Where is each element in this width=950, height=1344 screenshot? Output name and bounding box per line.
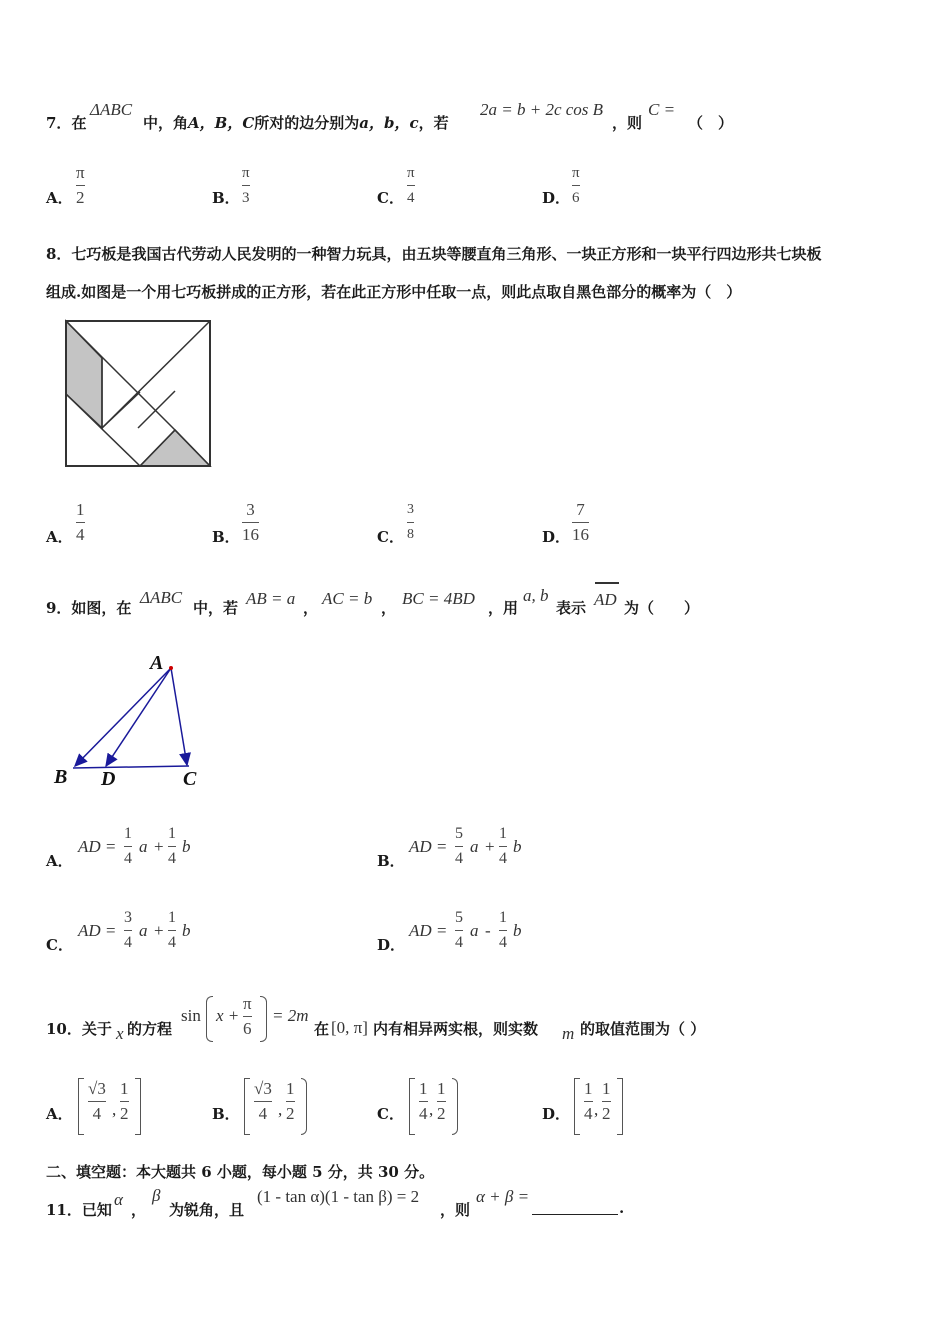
q9-option-3-coef-b: 1 4 [499, 909, 507, 951]
q9-option-2-vec-b: b [182, 921, 191, 940]
q10-option-2-label[interactable]: C． [377, 1105, 404, 1123]
q7-option-3-label[interactable]: D． [542, 189, 571, 207]
q7-option-1-fraction: π 3 [242, 165, 250, 206]
q10-option-3-comma: , [594, 1100, 599, 1119]
q7-option-1-label[interactable]: B． [212, 189, 240, 207]
q9-option-1-coef-b: 1 4 [499, 825, 507, 867]
q9-option-0-coef-b: 1 4 [168, 825, 176, 867]
q9-option-1-vec-a: a [470, 837, 479, 856]
q10-option-2-left-bracket [409, 1078, 415, 1135]
q9-option-3-coef-a: 5 4 [455, 909, 463, 951]
q8-option-2-label[interactable]: C． [377, 528, 404, 546]
label-a: A [150, 652, 164, 674]
q10-option-0-upper: 1 2 [120, 1079, 129, 1123]
q9-option-0-vec-b: b [182, 837, 191, 856]
q8-option-0-label[interactable]: A． [46, 528, 73, 546]
q11-stem-start: 11．已知 [46, 1201, 112, 1219]
q10-option-3-label[interactable]: D． [542, 1105, 571, 1123]
section-2-heading: 二、填空题：本大题共 6 小题，每小题 5 分，共 30 分。 [46, 1163, 435, 1181]
q7-text-mid: 中，角A，B，C所对的边分别为a，b，c，若 [143, 114, 449, 132]
q11-ze: ，则 [440, 1201, 471, 1219]
q9-bc: BC = 4BD [402, 589, 475, 608]
q9-triangle-figure [50, 648, 210, 793]
q11-ask: α + β = [476, 1187, 530, 1206]
q9-stem-start: 9．如图，在 [46, 599, 132, 617]
q10-option-2-comma: , [429, 1100, 434, 1119]
q7-then: ，则 [612, 114, 643, 132]
q9-option-0-coef-a: 1 4 [124, 825, 132, 867]
q9-ad: AD [594, 590, 617, 609]
q9-comma1: ， [303, 599, 319, 617]
q9-option-1-coef-a: 5 4 [455, 825, 463, 867]
q10-zai: 在 [314, 1020, 330, 1038]
q9-option-0-vec-a: a [139, 837, 148, 856]
q9-option-0-op: + [154, 837, 164, 856]
q7-stem: 7．在 [46, 114, 87, 132]
q9-ab: AB = a [246, 589, 296, 608]
q10-interval: [0, π] [331, 1018, 368, 1037]
q9-option-3-op: - [485, 921, 491, 940]
q9-comma2: ， [381, 599, 397, 617]
q9-yong: ，用 [488, 599, 519, 617]
q10-x: x [116, 1024, 124, 1043]
q10-sin: sin [181, 1006, 201, 1025]
q10-option-3-right-bracket [617, 1078, 623, 1135]
q10-right-paren [260, 996, 267, 1042]
q9-option-2-lhs: AD = [78, 921, 117, 940]
q10-option-2-upper: 1 2 [437, 1079, 446, 1123]
q10-option-0-comma: , [112, 1100, 117, 1119]
q7-paren: （ ） [688, 114, 734, 132]
q9-zhong: 中，若 [193, 599, 239, 617]
label-d: D [101, 768, 116, 790]
q10-pi-over-6: π 6 [243, 994, 252, 1038]
q10-option-2-lower: 1 4 [419, 1079, 428, 1123]
q9-option-2-coef-a: 3 4 [124, 909, 132, 951]
q7-number: 7． [46, 114, 72, 132]
q11-answer-blank[interactable] [532, 1214, 618, 1215]
q10-de: 的方程 [127, 1020, 173, 1038]
q10-stem-start: 10．关于 [46, 1020, 112, 1038]
q8-option-1-label[interactable]: B． [212, 528, 240, 546]
q10-inner: x + [216, 1006, 240, 1025]
q7-triangle: ΔABC [90, 100, 133, 119]
q9-ad-arrow [595, 582, 619, 590]
q8-option-3-label[interactable]: D． [542, 528, 571, 546]
q10-m: m [562, 1024, 575, 1043]
q11-comma: ， [131, 1201, 147, 1219]
q7-option-3-fraction: π 6 [572, 165, 580, 206]
q7-option-2-fraction: π 4 [407, 165, 415, 206]
q9-ac: AC = b [322, 589, 373, 608]
q9-option-2-vec-a: a [139, 921, 148, 940]
q10-option-2-right-paren [452, 1078, 458, 1135]
q10-option-1-label[interactable]: B． [212, 1105, 240, 1123]
q11-beta: β [152, 1186, 161, 1205]
q8-line1: 8．七巧板是我国古代劳动人民发明的一种智力玩具，由五块等腰直角三角形、一块正方形和一块平行四边形共七块板 [46, 245, 822, 263]
q9-option-3-lhs: AD = [409, 921, 448, 940]
q7-option-2-label[interactable]: C． [377, 189, 404, 207]
q9-option-1-op: + [485, 837, 495, 856]
q9-option-3-vec-a: a [470, 921, 479, 940]
q9-option-1-lhs: AD = [409, 837, 448, 856]
q10-tail: 的取值范围为（ ） [580, 1020, 706, 1038]
q8-option-0-fraction: 1 4 [76, 500, 85, 544]
q10-option-1-left-bracket [244, 1078, 250, 1135]
q9-option-2-coef-b: 1 4 [168, 909, 176, 951]
q10-rhs: = 2m [272, 1006, 309, 1025]
q10-option-3-upper: 1 2 [602, 1079, 611, 1123]
label-b: B [54, 766, 68, 788]
q10-option-1-comma: , [278, 1100, 283, 1119]
q9-option-0-label[interactable]: A． [46, 852, 73, 870]
q11-alpha: α [114, 1190, 123, 1209]
tangram-shaded-triangle [140, 430, 210, 466]
q10-option-1-lower: √3 4 [254, 1079, 272, 1123]
q8-option-1-fraction: 3 16 [242, 500, 259, 544]
q9-triangle: ΔABC [140, 588, 183, 607]
label-c: C [183, 768, 197, 790]
q9-option-1-vec-b: b [513, 837, 522, 856]
q8-option-3-fraction: 7 16 [572, 500, 589, 544]
q7-ask: C = [648, 100, 676, 119]
q7-option-0-fraction: π 2 [76, 163, 85, 207]
q8-line2: 组成.如图是一个用七巧板拼成的正方形，若在此正方形中任取一点，则此点取自黑色部分的概率为（ ） [46, 283, 742, 301]
tangram-figure [60, 316, 220, 474]
q10-option-0-lower: √3 4 [88, 1079, 106, 1123]
q8-option-2-fraction: 3 8 [407, 502, 414, 542]
q10-option-0-right-bracket [135, 1078, 141, 1135]
q11-end: . [619, 1199, 625, 1217]
q9-ab-vectors: a, b [523, 586, 549, 605]
q9-option-0-lhs: AD = [78, 837, 117, 856]
q9-option-2-op: + [154, 921, 164, 940]
q9-option-3-label[interactable]: D． [377, 936, 406, 954]
q10-option-3-left-bracket [574, 1078, 580, 1135]
q10-option-1-right-paren [301, 1078, 307, 1135]
q9-wei: 为（ ） [624, 599, 700, 617]
q10-option-1-upper: 1 2 [286, 1079, 295, 1123]
q9-option-2-label[interactable]: C． [46, 936, 73, 954]
q9-option-1-label[interactable]: B． [377, 852, 405, 870]
q10-left-paren [206, 996, 213, 1042]
q7-option-0-label[interactable]: A． [46, 189, 73, 207]
q10-rest: 内有相异两实根，则实数 [373, 1020, 539, 1038]
q10-option-3-lower: 1 4 [584, 1079, 593, 1123]
q11-condition: (1 - tan α)(1 - tan β) = 2 [257, 1187, 420, 1206]
q10-option-0-left-bracket [78, 1078, 84, 1135]
q7-condition: 2a = b + 2c cos B [480, 100, 604, 119]
q11-wei: 为锐角，且 [169, 1201, 245, 1219]
q10-option-0-label[interactable]: A． [46, 1105, 73, 1123]
q9-option-3-vec-b: b [513, 921, 522, 940]
q9-biaoshi: 表示 [556, 599, 587, 617]
